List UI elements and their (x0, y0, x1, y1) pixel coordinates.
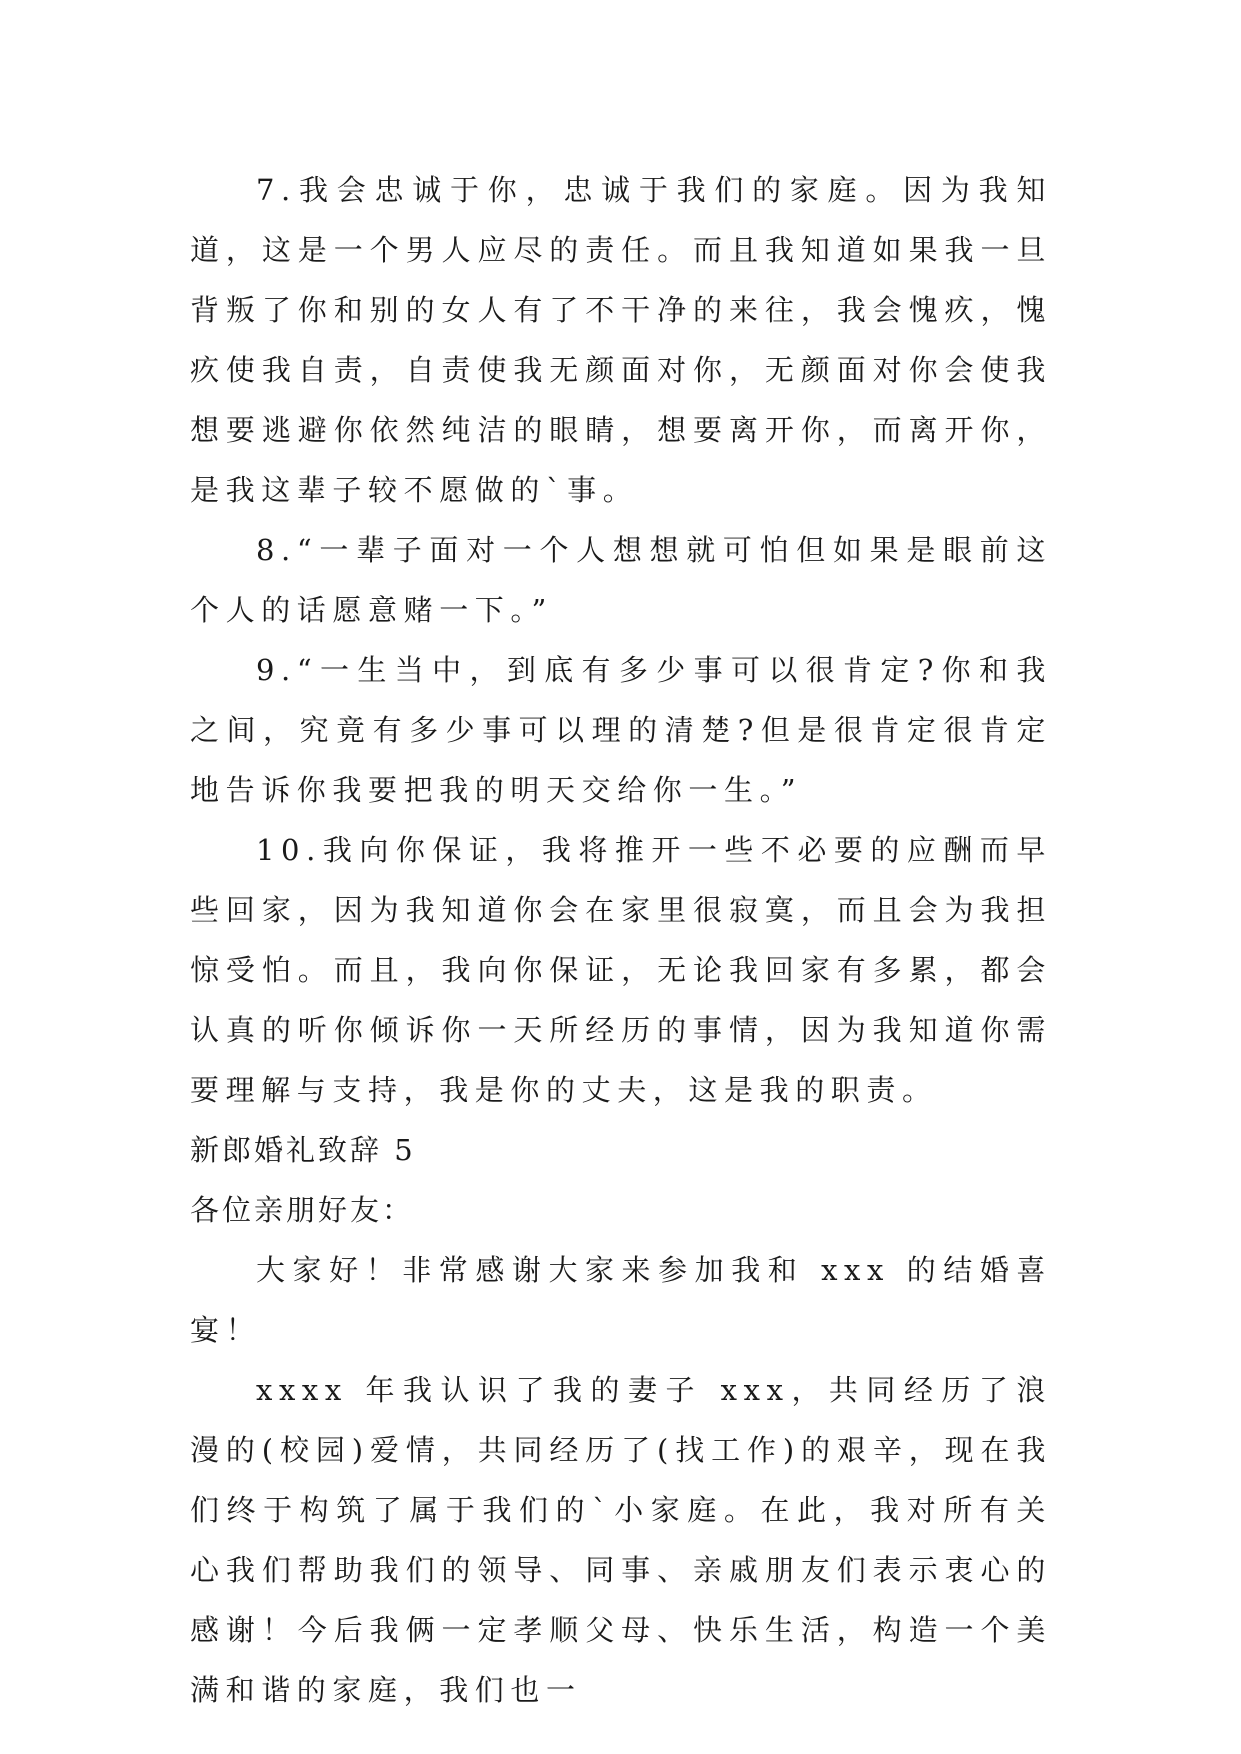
paragraph-story: xxxx 年我认识了我的妻子 xxx，共同经历了浪漫的(校园)爱情，共同经历了(找工作)的艰辛，现在我们终于构筑了属于我们的`小家庭。在此，我对所有关心我们帮助我们的领导、同事、亲戚朋友们表示衷心的感谢！今后我俩一定孝顺父母、快乐生活，构造一个美满和谐的家庭，我们也一 (190, 1373, 1052, 1707)
salutation: 各位亲朋好友： (190, 1193, 415, 1227)
paragraph-greeting: 大家好！非常感谢大家来参加我和 xxx 的结婚喜宴！ (190, 1253, 1052, 1347)
document-page (190, 160, 1052, 1720)
paragraph-vow-8: 8.“一辈子面对一个人想想就可怕但如果是眼前这个人的话愿意赌一下。” (190, 533, 1052, 627)
paragraph-vow-9: 9.“一生当中，到底有多少事可以很肯定?你和我之间，究竟有多少事可以理的清楚?但是很肯定很肯定地告诉你我要把我的明天交给你一生。” (190, 653, 1052, 807)
paragraph-vow-7: 7.我会忠诚于你，忠诚于我们的家庭。因为我知道，这是一个男人应尽的责任。而且我知道如果我一旦背叛了你和别的女人有了不干净的来往，我会愧疚，愧疚使我自责，自责使我无颜面对你，无颜面对你会使我想要逃避你依然纯洁的眼睛，想要离开你，而离开你，是我这辈子较不愿做的`事。 (190, 173, 1052, 507)
paragraph-vow-10: 10.我向你保证，我将推开一些不必要的应酬而早些回家，因为我知道你会在家里很寂寞，而且会为我担惊受怕。而且，我向你保证，无论我回家有多累，都会认真的听你倾诉你一天所经历的事情，因为我知道你需要理解与支持，我是你的丈夫，这是我的职责。 (190, 833, 1052, 1107)
section-title: 新郎婚礼致辞 5 (190, 1133, 416, 1167)
